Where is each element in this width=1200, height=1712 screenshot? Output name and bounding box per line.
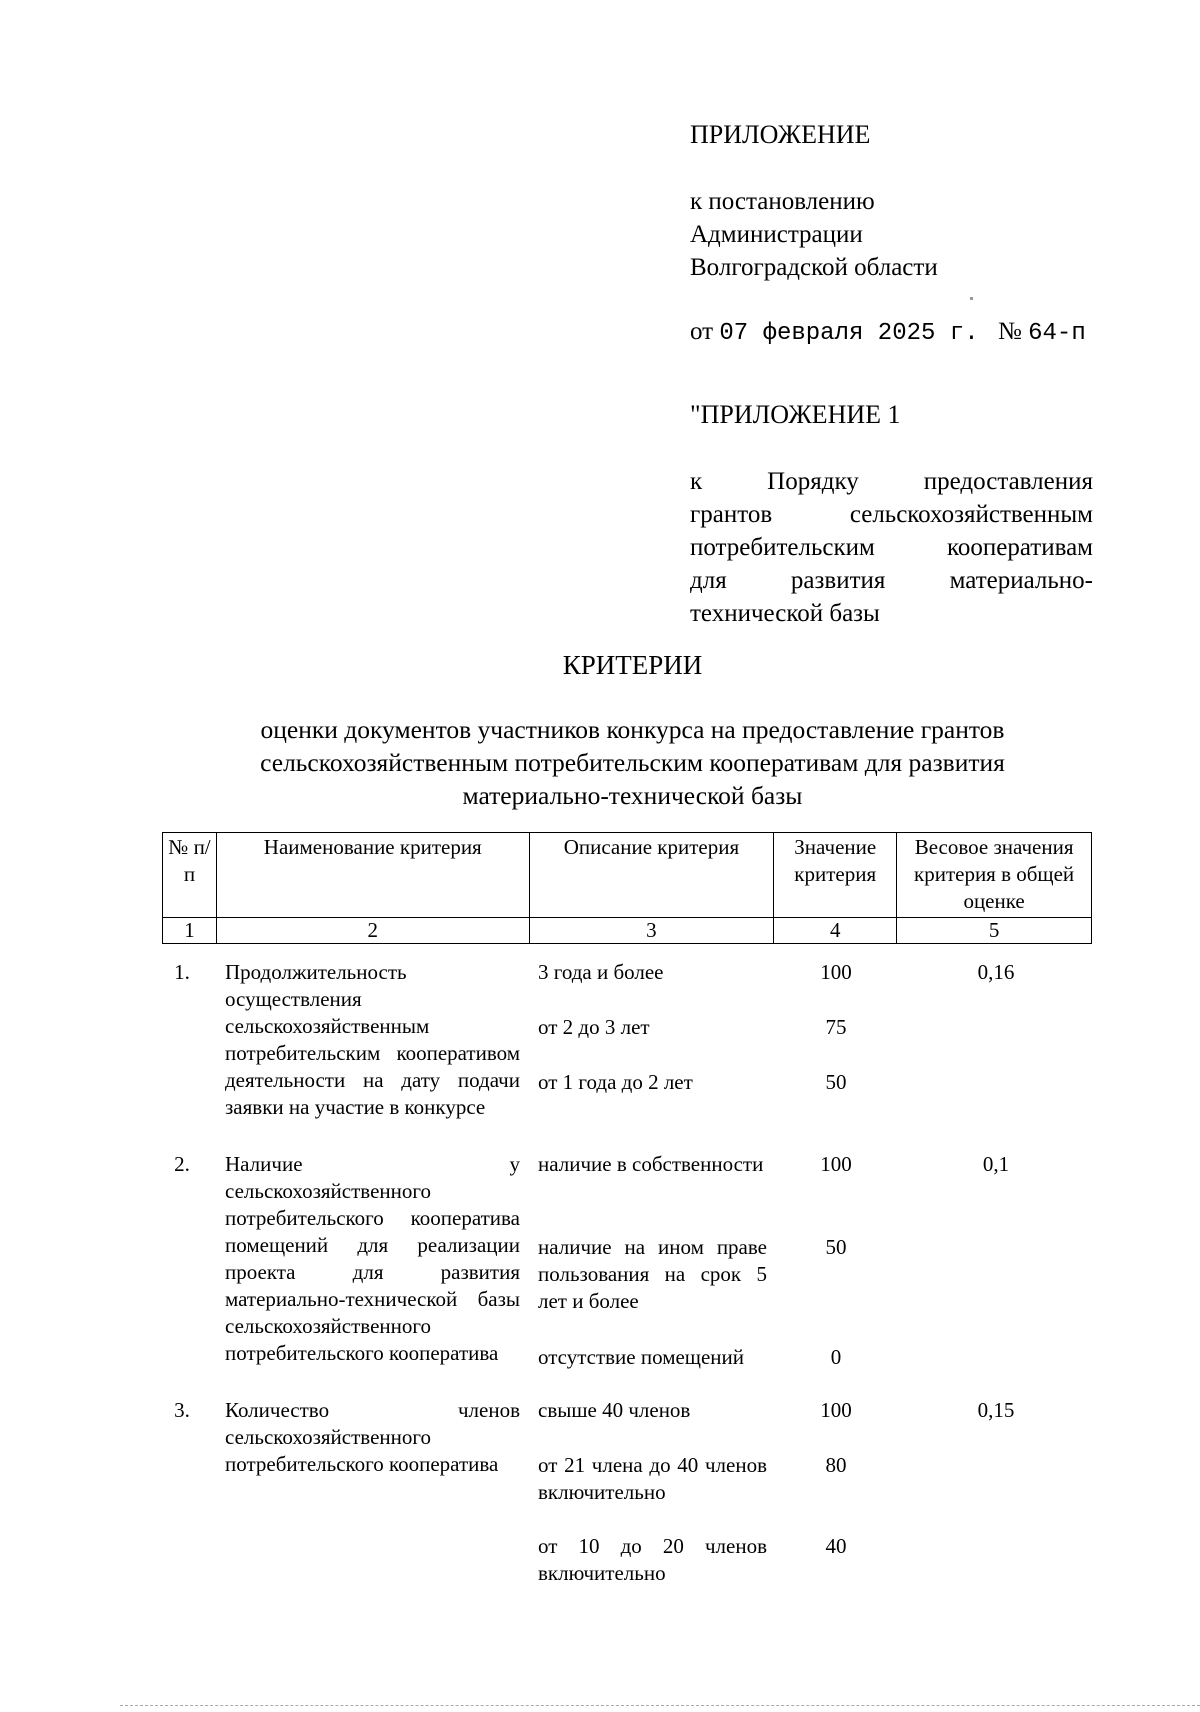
criterion-description: наличие на ином праве пользования на срок 5 лет и более [538,1235,767,1313]
number-label: № [998,318,1022,345]
order-line: грантов сельскохозяйственным [690,501,1093,528]
column-number: 2 [216,918,529,944]
criterion-description: от 21 члена до 40 членов включительно [538,1453,767,1504]
resolution-line: Администрации [690,221,863,248]
criterion-weight: 0,15 [977,1398,1015,1422]
order-line: для развития материально- [690,567,1093,594]
order-line: потребительским кооперативам [690,534,1093,561]
criterion-name: Наличие у сельскохозяйственного потребительского кооператива помещений для реализации проекта для развития материально-технической базы сельскохозяйственного потребительского кооператива [225,1152,520,1365]
order-reference [690,465,1093,630]
column-number: 4 [774,918,897,944]
criterion-description: 3 года и более [538,960,664,984]
criterion-name: Количество членов сельскохозяйственного потребительского кооператива [225,1398,520,1476]
column-number: 3 [529,918,774,944]
criterion-value: 40 [825,1534,847,1558]
appendix-1-heading: "ПРИЛОЖЕНИЕ 1 [690,400,901,429]
row-number: 1. [174,960,190,984]
subtitle-line: оценки документов участников конкурса на предоставление грантов [260,715,1005,744]
resolution-number: 64-п [1028,320,1086,347]
order-line: технической базы [690,600,880,627]
criterion-value: 80 [825,1453,847,1477]
criterion-value: 50 [825,1070,847,1094]
criterion-value: 100 [820,1398,852,1422]
document-subtitle [200,713,1065,812]
criterion-description: свыше 40 членов [538,1398,691,1422]
resolution-reference [690,185,1095,284]
date-number-line [690,318,1100,347]
column-header-value: Значение критерия [774,833,897,918]
criterion-value: 0 [830,1345,842,1369]
resolution-date: 07 февраля 2025 г. [719,320,979,347]
appendix-heading: ПРИЛОЖЕНИЕ [690,120,871,149]
row-number: 2. [174,1152,190,1176]
criteria-table-header [162,832,1092,944]
column-header-weight: Весовое значения критерия в общей оценке [897,833,1092,918]
column-header-number: № п/п [163,833,217,918]
criterion-description: отсутствие помещений [538,1345,745,1369]
order-line: к Порядку предоставления [690,468,1093,495]
column-header-description: Описание критерия [529,833,774,918]
document-title: КРИТЕРИИ [562,650,703,680]
criterion-description: наличие в собственности [538,1152,764,1176]
criterion-name: Продолжительность осуществления сельскохозяйственным потребительским кооперативом деятельности на дату подачи заявки на участие в конкурсе [225,960,520,1119]
criterion-description: от 10 до 20 членов включительно [538,1534,767,1585]
subtitle-line: материально-технической базы [462,781,803,810]
subtitle-line: сельскохозяйственным потребительским кооперативам для развития [260,748,1005,777]
column-number: 5 [897,918,1092,944]
date-prefix: от [690,318,714,345]
criterion-weight: 0,1 [982,1152,1010,1176]
scan-edge-line [120,1705,1200,1706]
criterion-description: от 1 года до 2 лет [538,1070,693,1094]
criterion-weight: 0,16 [977,960,1015,984]
column-number: 1 [163,918,217,944]
criterion-value: 50 [825,1235,847,1259]
criterion-value: 75 [825,1015,847,1039]
column-header-name: Наименование критерия [216,833,529,918]
criterion-value: 100 [820,960,852,984]
scan-speck [970,297,973,300]
criterion-value: 100 [820,1152,852,1176]
row-number: 3. [174,1398,190,1422]
resolution-line: к постановлению [690,188,875,215]
resolution-line: Волгоградской области [690,254,938,281]
criterion-description: от 2 до 3 лет [538,1015,650,1039]
